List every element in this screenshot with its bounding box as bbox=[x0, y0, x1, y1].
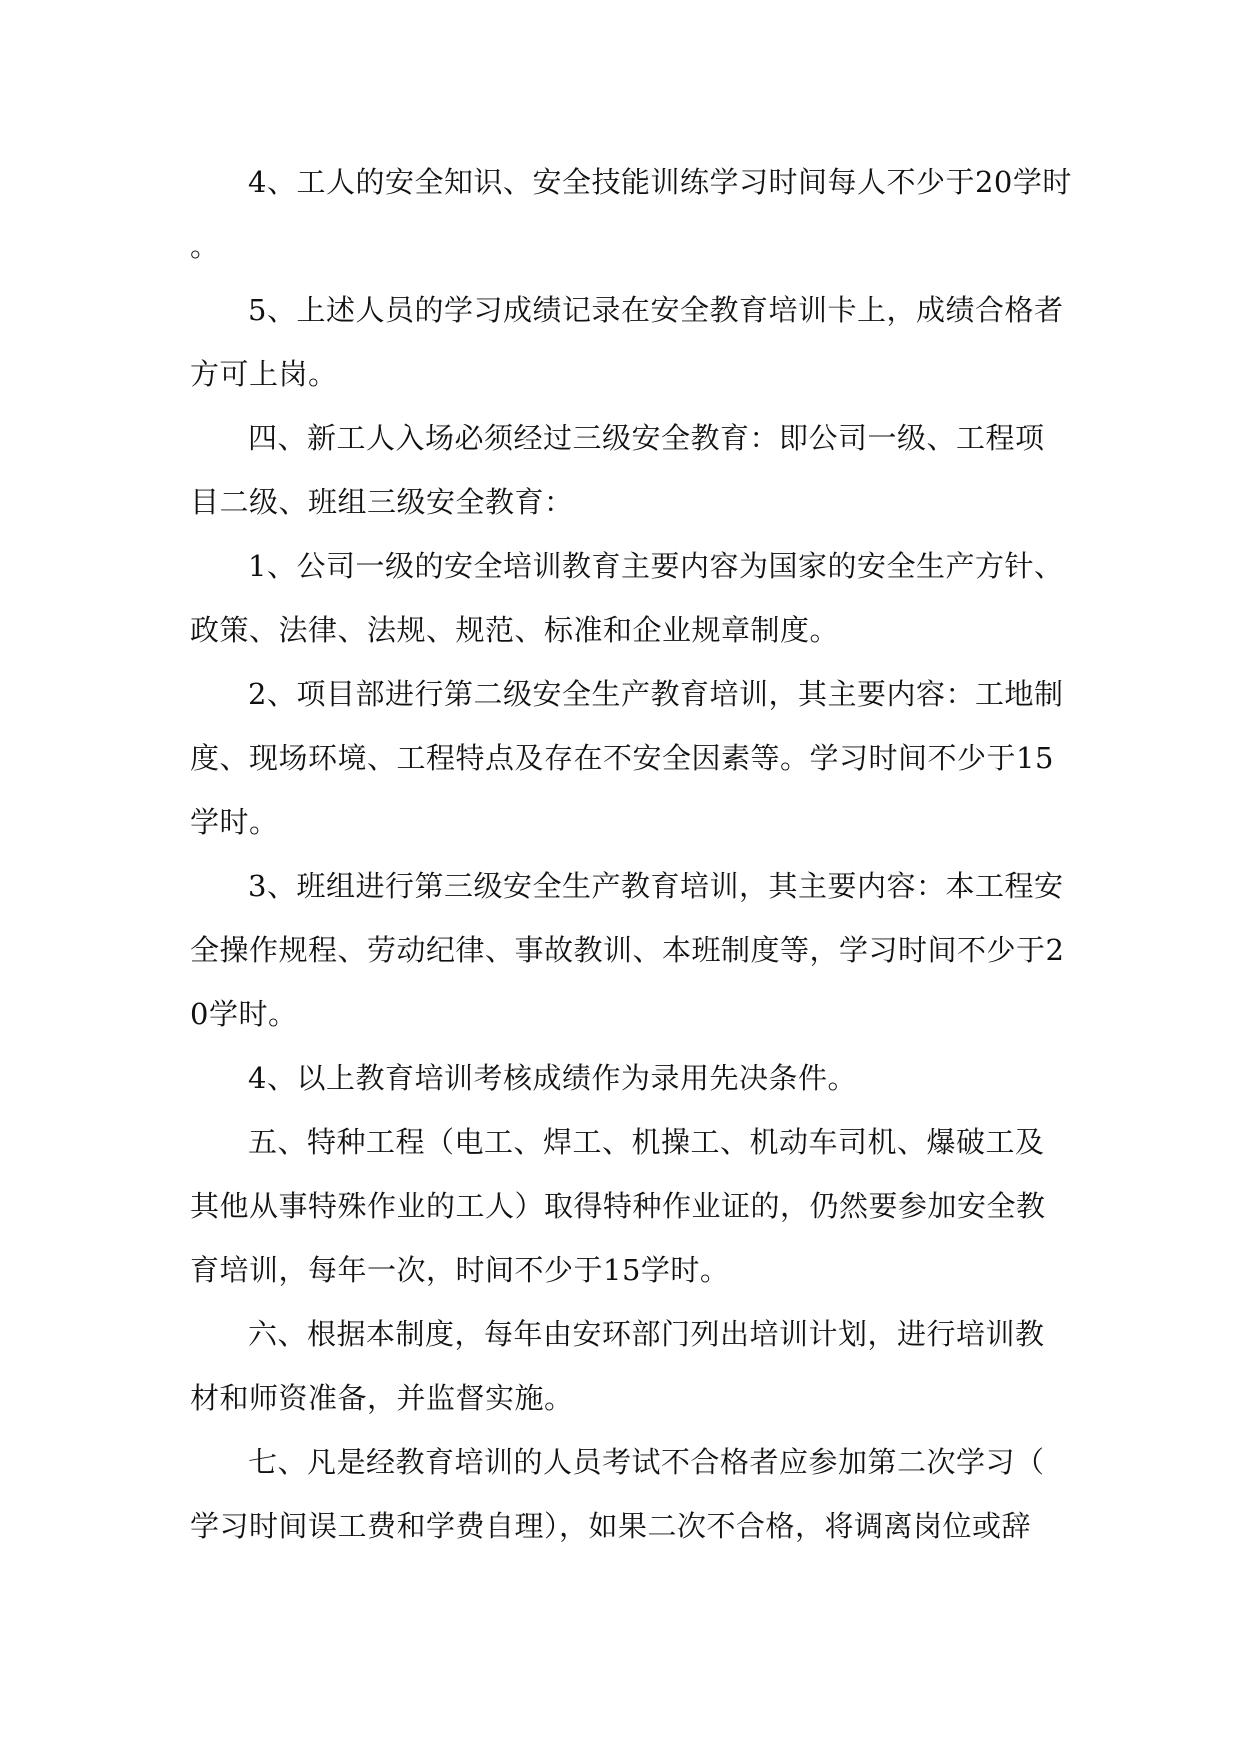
paragraph-line: 四、新工人入场必须经过三级安全教育：即公司一级、工程项 bbox=[248, 421, 1045, 455]
paragraph-item-4-hiring-condition bbox=[190, 1046, 1060, 1110]
paragraph-section-6-training-plan bbox=[190, 1302, 1060, 1430]
paragraph-line: 。 bbox=[190, 229, 220, 263]
paragraph-line: 七、凡是经教育培训的人员考试不合格者应参加第二次学习（ bbox=[248, 1445, 1045, 1479]
paragraph-line: 1、公司一级的安全培训教育主要内容为国家的安全生产方针、 bbox=[248, 549, 1064, 583]
paragraph-line: 其他从事特殊作业的工人）取得特种作业证的，仍然要参加安全教 bbox=[190, 1189, 1046, 1223]
paragraph-line: 政策、法律、法规、规范、标准和企业规章制度。 bbox=[190, 613, 840, 647]
paragraph-section-4-three-level-education bbox=[190, 406, 1060, 534]
paragraph-line: 3、班组进行第三级安全生产教育培训，其主要内容：本工程安 bbox=[248, 869, 1064, 903]
paragraph-line: 5、上述人员的学习成绩记录在安全教育培训卡上，成绩合格者 bbox=[248, 293, 1064, 327]
paragraph-level-1-company bbox=[190, 534, 1064, 662]
paragraph-line: 育培训，每年一次，时间不少于15学时。 bbox=[190, 1253, 730, 1287]
paragraph-line: 目二级、班组三级安全教育： bbox=[190, 485, 574, 519]
paragraph-level-3-team bbox=[190, 854, 1065, 1046]
paragraph-line: 材和师资准备，并监督实施。 bbox=[190, 1381, 574, 1415]
paragraph-item-4-study-hours bbox=[190, 150, 1072, 278]
paragraph-section-5-special-operations bbox=[190, 1110, 1060, 1302]
paragraph-line: 六、根据本制度，每年由安环部门列出培训计划，进行培训教 bbox=[248, 1317, 1045, 1351]
paragraph-section-7-failed-exam bbox=[190, 1430, 1060, 1558]
paragraph-line: 方可上岗。 bbox=[190, 357, 338, 391]
paragraph-line: 全操作规程、劳动纪律、事故教训、本班制度等，学习时间不少于2 bbox=[190, 933, 1065, 967]
paragraph-line: 0学时。 bbox=[190, 997, 298, 1031]
document-body bbox=[190, 150, 1072, 1558]
paragraph-line: 学时。 bbox=[190, 805, 279, 839]
paragraph-line: 度、现场环境、工程特点及存在不安全因素等。学习时间不少于15 bbox=[190, 741, 1054, 775]
paragraph-line: 4、以上教育培训考核成绩作为录用先决条件。 bbox=[248, 1061, 857, 1095]
paragraph-line: 4、工人的安全知识、安全技能训练学习时间每人不少于20学时 bbox=[248, 165, 1072, 199]
paragraph-line: 学习时间误工费和学费自理），如果二次不合格，将调离岗位或辞 bbox=[190, 1509, 1032, 1543]
paragraph-line: 2、项目部进行第二级安全生产教育培训，其主要内容：工地制 bbox=[248, 677, 1064, 711]
paragraph-item-5-records bbox=[190, 278, 1064, 406]
paragraph-level-2-project bbox=[190, 662, 1064, 854]
paragraph-line: 五、特种工程（电工、焊工、机操工、机动车司机、爆破工及 bbox=[248, 1125, 1045, 1159]
